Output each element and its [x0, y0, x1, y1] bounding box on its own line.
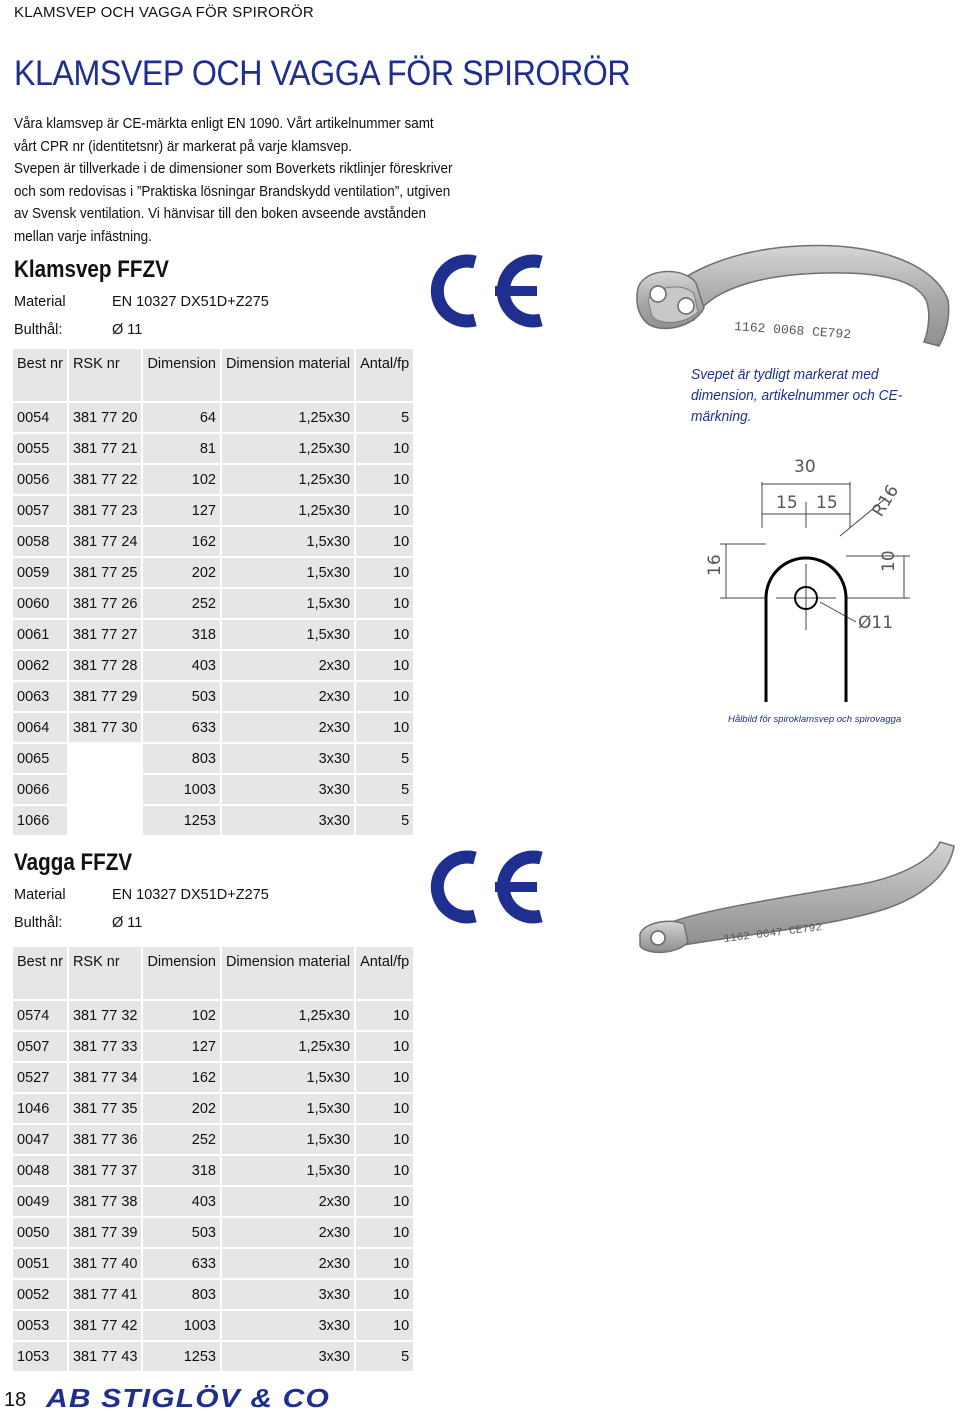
table-cell: 403 [143, 651, 220, 680]
table-row [13, 1280, 413, 1309]
table-cell: 381 77 23 [69, 496, 142, 525]
table-cell: 803 [143, 1280, 220, 1309]
intro-text [14, 113, 456, 248]
klamsvep-title: Klamsvep FFZV [14, 256, 169, 283]
column-header: Dimension [143, 947, 220, 999]
table-cell: 1,5x30 [222, 620, 354, 649]
table-cell: 0049 [13, 1187, 67, 1216]
table-cell: 381 77 32 [69, 1001, 142, 1030]
bolt-hole-value: Ø 11 [112, 322, 143, 338]
table-cell: 403 [143, 1187, 220, 1216]
table-cell: 10 [356, 1032, 413, 1061]
table-cell: 381 77 26 [69, 589, 142, 618]
table-cell: 381 77 25 [69, 558, 142, 587]
table-cell: 1,5x30 [222, 527, 354, 556]
table-header-row [13, 349, 413, 401]
table-cell: 0058 [13, 527, 67, 556]
table-cell: 0061 [13, 620, 67, 649]
column-header: RSK nr [69, 349, 142, 401]
table-row [13, 713, 413, 742]
table-cell: 5 [356, 1342, 413, 1371]
table-row [13, 1063, 413, 1092]
table-cell: 0065 [13, 744, 67, 773]
table-cell: 381 77 34 [69, 1063, 142, 1092]
table-cell: 1,5x30 [222, 558, 354, 587]
cradle-photo [632, 838, 958, 960]
table-cell: 0527 [13, 1063, 67, 1092]
table-cell: 10 [356, 1125, 413, 1154]
svg-text:16: 16 [705, 554, 725, 576]
table-row [13, 651, 413, 680]
table-cell: 1,25x30 [222, 434, 354, 463]
bolt-hole-icon [651, 931, 665, 945]
table-cell: 102 [143, 465, 220, 494]
table-cell: 2x30 [222, 1249, 354, 1278]
table-cell: 0057 [13, 496, 67, 525]
klamsvep-table [11, 347, 415, 837]
table-row [13, 1094, 413, 1123]
svg-text:15: 15 [776, 493, 798, 513]
table-cell: 803 [143, 744, 220, 773]
table-cell: 381 77 29 [69, 682, 142, 711]
table-cell: 381 77 39 [69, 1218, 142, 1247]
table-cell: 5 [356, 806, 413, 835]
material-value: EN 10327 DX51D+Z275 [112, 294, 269, 310]
table-cell: 1,5x30 [222, 589, 354, 618]
table-cell: 10 [356, 713, 413, 742]
material-label: Material [14, 887, 66, 903]
table-cell: 10 [356, 558, 413, 587]
svg-text:30: 30 [794, 457, 816, 477]
table-cell: 3x30 [222, 744, 354, 773]
table-cell: 0062 [13, 651, 67, 680]
table-cell: 0064 [13, 713, 67, 742]
table-cell: 1,5x30 [222, 1156, 354, 1185]
table-cell: 0056 [13, 465, 67, 494]
intro-paragraph-1: Våra klamsvep är CE-märkta enligt EN 1090. Vårt artikelnummer samt vårt CPR nr (identitetsnr) är markerat på varje klamsvep. [14, 116, 434, 155]
table-cell: 1,25x30 [222, 1032, 354, 1061]
svg-text:AB STIGLÖV & CO: AB STIGLÖV & CO [44, 1385, 330, 1411]
table-row [13, 527, 413, 556]
table-row [13, 496, 413, 525]
table-cell: 1,5x30 [222, 1094, 354, 1123]
ce-mark-icon [423, 842, 547, 932]
table-row [13, 465, 413, 494]
table-cell: 1,25x30 [222, 465, 354, 494]
table-row [13, 1156, 413, 1185]
table-cell: 3x30 [222, 1342, 354, 1371]
table-cell: 381 77 27 [69, 620, 142, 649]
table-cell: 252 [143, 1125, 220, 1154]
table-cell: 1046 [13, 1094, 67, 1123]
table-row [13, 1249, 413, 1278]
table-cell: 3x30 [222, 775, 354, 804]
table-row [13, 682, 413, 711]
clamp-engraving: 1162 0068 CE792 [733, 319, 852, 343]
clamp-photo [634, 238, 954, 360]
table-cell: 633 [143, 1249, 220, 1278]
table-cell: 503 [143, 1218, 220, 1247]
table-cell: 381 77 43 [69, 1342, 142, 1371]
table-cell: 10 [356, 434, 413, 463]
table-cell: 0054 [13, 403, 67, 432]
table-cell: 1,25x30 [222, 496, 354, 525]
table-cell: 10 [356, 496, 413, 525]
table-row [13, 1032, 413, 1061]
vagga-table [11, 945, 415, 1373]
table-cell: 3x30 [222, 1311, 354, 1340]
table-cell: 10 [356, 682, 413, 711]
column-header: Dimension material [222, 349, 354, 401]
table-cell: 0507 [13, 1032, 67, 1061]
table-cell [69, 775, 142, 804]
table-cell: 381 77 41 [69, 1280, 142, 1309]
table-cell: 10 [356, 1280, 413, 1309]
page-title: KLAMSVEP OCH VAGGA FÖR SPIRORÖR [14, 54, 631, 93]
column-header: Antal/fp [356, 947, 413, 999]
table-cell: 1,5x30 [222, 1063, 354, 1092]
page-number: 18 [4, 1389, 27, 1411]
table-cell: 381 77 28 [69, 651, 142, 680]
table-cell: 5 [356, 775, 413, 804]
table-cell: 10 [356, 1218, 413, 1247]
table-cell: 381 77 36 [69, 1125, 142, 1154]
vagga-table-body [13, 1001, 413, 1371]
cradle-engraving: 1162 0047 CE792 [723, 921, 823, 946]
table-cell [69, 744, 142, 773]
table-cell: 0060 [13, 589, 67, 618]
table-cell: 10 [356, 1249, 413, 1278]
table-row [13, 589, 413, 618]
table-row [13, 1342, 413, 1371]
table-cell: 10 [356, 465, 413, 494]
table-cell: 162 [143, 527, 220, 556]
table-cell: 381 77 22 [69, 465, 142, 494]
table-cell: 1,25x30 [222, 403, 354, 432]
table-cell: 1253 [143, 806, 220, 835]
bolt-hole-icon [678, 298, 694, 314]
table-cell: 162 [143, 1063, 220, 1092]
column-header: Dimension material [222, 947, 354, 999]
svg-text:10: 10 [879, 550, 899, 572]
table-cell: 10 [356, 651, 413, 680]
table-row [13, 403, 413, 432]
table-row [13, 744, 413, 773]
table-cell: 1003 [143, 1311, 220, 1340]
svg-text:R16: R16 [868, 481, 904, 521]
table-cell: 0048 [13, 1156, 67, 1185]
bolt-hole-value: Ø 11 [112, 915, 143, 931]
table-cell: 318 [143, 1156, 220, 1185]
table-cell: 10 [356, 589, 413, 618]
table-cell: 0047 [13, 1125, 67, 1154]
table-cell: 633 [143, 713, 220, 742]
table-cell: 0052 [13, 1280, 67, 1309]
table-cell: 5 [356, 744, 413, 773]
table-row [13, 1125, 413, 1154]
brand-logo [44, 1385, 344, 1411]
table-cell: 318 [143, 620, 220, 649]
table-cell: 381 77 21 [69, 434, 142, 463]
table-cell: 0055 [13, 434, 67, 463]
table-cell [69, 806, 142, 835]
klamsvep-table-body [13, 403, 413, 835]
table-cell: 10 [356, 1311, 413, 1340]
table-cell: 202 [143, 558, 220, 587]
table-row [13, 1001, 413, 1030]
table-cell: 10 [356, 1094, 413, 1123]
table-cell: 81 [143, 434, 220, 463]
svg-text:15: 15 [816, 493, 838, 513]
table-cell: 503 [143, 682, 220, 711]
table-header-row [13, 947, 413, 999]
table-cell: 1003 [143, 775, 220, 804]
column-header: RSK nr [69, 947, 142, 999]
table-cell: 2x30 [222, 713, 354, 742]
hole-pattern-drawing [690, 452, 922, 708]
table-cell: 0051 [13, 1249, 67, 1278]
table-cell: 381 77 33 [69, 1032, 142, 1061]
svg-text:Ø11: Ø11 [858, 613, 894, 633]
table-cell: 1053 [13, 1342, 67, 1371]
table-cell: 252 [143, 589, 220, 618]
column-header: Best nr [13, 349, 67, 401]
table-row [13, 1187, 413, 1216]
table-cell: 0053 [13, 1311, 67, 1340]
table-cell: 2x30 [222, 682, 354, 711]
table-cell: 10 [356, 1187, 413, 1216]
bolt-hole-label: Bulthål: [14, 915, 63, 931]
table-cell: 0059 [13, 558, 67, 587]
vagga-title: Vagga FFZV [14, 849, 133, 876]
table-cell: 102 [143, 1001, 220, 1030]
table-row [13, 775, 413, 804]
table-cell: 127 [143, 1032, 220, 1061]
table-cell: 381 77 20 [69, 403, 142, 432]
column-header: Antal/fp [356, 349, 413, 401]
table-cell: 2x30 [222, 651, 354, 680]
bolt-hole-icon [650, 286, 666, 302]
table-row [13, 806, 413, 835]
table-row [13, 1311, 413, 1340]
bolt-hole-label: Bulthål: [14, 322, 63, 338]
table-cell: 381 77 37 [69, 1156, 142, 1185]
table-cell: 10 [356, 1063, 413, 1092]
table-row [13, 558, 413, 587]
table-cell: 10 [356, 1001, 413, 1030]
table-cell: 10 [356, 620, 413, 649]
table-cell: 1253 [143, 1342, 220, 1371]
table-cell: 381 77 30 [69, 713, 142, 742]
table-cell: 1066 [13, 806, 67, 835]
table-cell: 2x30 [222, 1187, 354, 1216]
table-cell: 1,25x30 [222, 1001, 354, 1030]
intro-paragraph-2: Svepen är tillverkade i de dimensioner som Boverkets riktlinjer föreskriver och som redovisas i ”Praktiska lösningar Brandskydd ventilation”, utgiven av Svensk ventilation. Vi hänvisar till den boken avseende avstånden mellan varje infästning. [14, 161, 453, 245]
ce-mark-icon [423, 246, 547, 336]
column-header: Dimension [143, 349, 220, 401]
running-head: KLAMSVEP OCH VAGGA FÖR SPIRORÖR [14, 4, 314, 21]
table-cell: 3x30 [222, 806, 354, 835]
drawing-caption: Hålbild för spiroklamsvep och spirovagga [728, 714, 902, 725]
table-cell: 0066 [13, 775, 67, 804]
table-cell: 5 [356, 403, 413, 432]
table-cell: 381 77 40 [69, 1249, 142, 1278]
table-cell: 202 [143, 1094, 220, 1123]
table-cell: 381 77 42 [69, 1311, 142, 1340]
table-row [13, 620, 413, 649]
material-label: Material [14, 294, 66, 310]
table-cell: 10 [356, 1156, 413, 1185]
table-cell: 127 [143, 496, 220, 525]
table-cell: 0050 [13, 1218, 67, 1247]
photo-caption: Svepet är tydligt markerat med dimension, artikelnummer och CE-märkning. [691, 367, 903, 425]
material-value: EN 10327 DX51D+Z275 [112, 887, 269, 903]
table-cell: 381 77 24 [69, 527, 142, 556]
table-cell: 0574 [13, 1001, 67, 1030]
table-cell: 1,5x30 [222, 1125, 354, 1154]
table-cell: 3x30 [222, 1280, 354, 1309]
table-cell: 381 77 35 [69, 1094, 142, 1123]
table-cell: 0063 [13, 682, 67, 711]
column-header: Best nr [13, 947, 67, 999]
table-row [13, 1218, 413, 1247]
table-row [13, 434, 413, 463]
table-cell: 64 [143, 403, 220, 432]
table-cell: 10 [356, 527, 413, 556]
table-cell: 381 77 38 [69, 1187, 142, 1216]
table-cell: 2x30 [222, 1218, 354, 1247]
